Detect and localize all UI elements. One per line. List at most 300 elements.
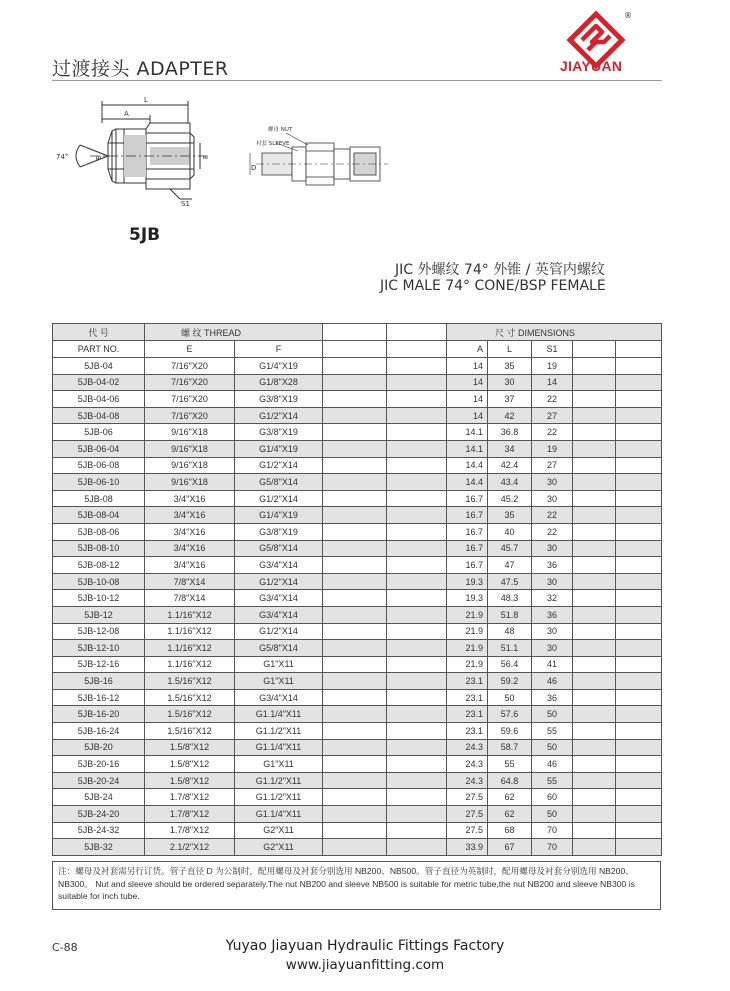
blank-cell <box>387 490 447 507</box>
dim-a-cell: 16.7 <box>447 490 488 507</box>
table-row <box>53 540 662 557</box>
blank-cell <box>573 706 616 723</box>
thread-f-cell: G1/4"X19 <box>235 440 323 457</box>
blank-cell <box>387 557 447 574</box>
table-row <box>53 507 662 524</box>
blank-cell <box>573 623 616 640</box>
dim-l-cell: 35 <box>488 358 532 375</box>
blank-cell <box>323 739 387 756</box>
header-E: E <box>145 341 235 358</box>
dim-s1-cell: 50 <box>532 739 573 756</box>
dim-a-cell: 14.1 <box>447 440 488 457</box>
part-no-cell: 5JB-04-02 <box>53 374 145 391</box>
blank-cell <box>573 673 616 690</box>
thread-f-cell: G3/8"X19 <box>235 424 323 441</box>
dim-a-cell: 24.3 <box>447 739 488 756</box>
dim-s1-cell: 70 <box>532 839 573 856</box>
technical-drawing <box>50 95 390 215</box>
dim-l-cell: 48 <box>488 623 532 640</box>
description-cn: JIC 外螺纹 74° 外锥 / 英管内螺纹 <box>395 262 605 278</box>
blank-cell <box>323 374 387 391</box>
blank-cell <box>573 391 616 408</box>
page-number: C-88 <box>52 941 78 954</box>
thread-f-cell: G1.1/4"X11 <box>235 706 323 723</box>
thread-f-cell: G1/2"X14 <box>235 407 323 424</box>
dim-a-cell: 16.7 <box>447 507 488 524</box>
blank-cell <box>387 723 447 740</box>
blank-cell <box>387 623 447 640</box>
table-row <box>53 407 662 424</box>
dim-label-E: E <box>95 155 103 160</box>
blank-cell <box>323 573 387 590</box>
dim-l-cell: 45.7 <box>488 540 532 557</box>
blank-cell <box>387 640 447 657</box>
dim-a-cell: 14 <box>447 374 488 391</box>
blank-cell <box>323 822 387 839</box>
thread-e-cell: 7/16"X20 <box>145 407 235 424</box>
dim-s1-cell: 46 <box>532 673 573 690</box>
thread-f-cell: G2"X11 <box>235 822 323 839</box>
thread-f-cell: G2"X11 <box>235 839 323 856</box>
thread-e-cell: 1.5/8"X12 <box>145 756 235 773</box>
blank-cell <box>616 507 662 524</box>
registered-mark: ® <box>624 11 632 20</box>
dim-s1-cell: 60 <box>532 789 573 806</box>
part-no-cell: 5JB-08 <box>53 490 145 507</box>
blank-cell <box>323 490 387 507</box>
blank-cell <box>323 590 387 607</box>
dim-s1-cell: 55 <box>532 723 573 740</box>
header-code-cn: 代 号 <box>53 324 145 341</box>
part-no-cell: 5JB-20 <box>53 739 145 756</box>
header-A: A <box>447 341 488 358</box>
part-no-cell: 5JB-20-24 <box>53 772 145 789</box>
part-no-cell: 5JB-16-24 <box>53 723 145 740</box>
header-part-no: PART NO. <box>53 341 145 358</box>
blank-cell <box>616 839 662 856</box>
table-header-row-2 <box>53 341 662 358</box>
table-row <box>53 739 662 756</box>
table-row <box>53 358 662 375</box>
blank-cell <box>323 623 387 640</box>
table-row <box>53 391 662 408</box>
thread-f-cell: G1/2"X14 <box>235 623 323 640</box>
blank-cell <box>616 440 662 457</box>
blank-cell <box>387 756 447 773</box>
dim-a-cell: 21.9 <box>447 623 488 640</box>
table-row <box>53 772 662 789</box>
blank-cell <box>323 457 387 474</box>
blank-cell <box>387 806 447 823</box>
blank-cell <box>573 407 616 424</box>
table-row <box>53 440 662 457</box>
thread-f-cell: G1"X11 <box>235 756 323 773</box>
blank-cell <box>387 440 447 457</box>
thread-f-cell: G1/2"X14 <box>235 573 323 590</box>
blank-cell <box>387 540 447 557</box>
thread-f-cell: G3/4"X14 <box>235 606 323 623</box>
blank-cell <box>573 523 616 540</box>
thread-e-cell: 1.1/16"X12 <box>145 606 235 623</box>
header-divider <box>52 80 662 81</box>
dim-a-cell: 27.5 <box>447 822 488 839</box>
blank-cell <box>323 656 387 673</box>
thread-f-cell: G5/8"X14 <box>235 474 323 491</box>
blank-cell <box>323 772 387 789</box>
blank-cell <box>387 689 447 706</box>
dim-a-cell: 21.9 <box>447 640 488 657</box>
thread-e-cell: 1.5/16"X12 <box>145 723 235 740</box>
dim-s1-cell: 22 <box>532 391 573 408</box>
dim-s1-cell: 70 <box>532 822 573 839</box>
page-title: 过渡接头 ADAPTER <box>52 58 229 80</box>
table-row <box>53 789 662 806</box>
blank-cell <box>387 507 447 524</box>
blank-cell <box>616 822 662 839</box>
dim-s1-cell: 50 <box>532 806 573 823</box>
dim-l-cell: 68 <box>488 822 532 839</box>
dim-a-cell: 27.5 <box>447 806 488 823</box>
blank-cell <box>616 640 662 657</box>
dim-a-cell: 23.1 <box>447 689 488 706</box>
dim-a-cell: 14 <box>447 407 488 424</box>
part-no-cell: 5JB-06-08 <box>53 457 145 474</box>
thread-f-cell: G1.1/4"X11 <box>235 739 323 756</box>
table-row <box>53 590 662 607</box>
description-en: JIC MALE 74° CONE/BSP FEMALE <box>380 278 606 294</box>
dim-l-cell: 42.4 <box>488 457 532 474</box>
dim-l-cell: 59.2 <box>488 673 532 690</box>
blank-cell <box>323 689 387 706</box>
thread-e-cell: 3/4"X16 <box>145 507 235 524</box>
table-row <box>53 656 662 673</box>
thread-f-cell: G1"X11 <box>235 673 323 690</box>
thread-f-cell: G3/4"X14 <box>235 590 323 607</box>
dim-a-cell: 16.7 <box>447 540 488 557</box>
dim-label-L: L <box>144 96 148 104</box>
part-no-cell: 5JB-12-08 <box>53 623 145 640</box>
blank-cell <box>616 457 662 474</box>
blank-cell <box>573 440 616 457</box>
part-no-cell: 5JB-06-10 <box>53 474 145 491</box>
blank-cell <box>323 606 387 623</box>
blank-cell <box>616 573 662 590</box>
blank-cell <box>323 540 387 557</box>
table-row <box>53 756 662 773</box>
blank-cell <box>387 590 447 607</box>
thread-f-cell: G1.1/2"X11 <box>235 772 323 789</box>
part-no-cell: 5JB-12-10 <box>53 640 145 657</box>
dim-a-cell: 27.5 <box>447 789 488 806</box>
dim-a-cell: 21.9 <box>447 656 488 673</box>
blank-cell <box>323 407 387 424</box>
blank-cell <box>323 440 387 457</box>
blank-cell <box>323 424 387 441</box>
blank-cell <box>573 374 616 391</box>
dim-l-cell: 62 <box>488 789 532 806</box>
dim-s1-cell: 30 <box>532 573 573 590</box>
part-no-cell: 5JB-08-10 <box>53 540 145 557</box>
header-dimensions: 尺 寸 DIMENSIONS <box>447 324 662 341</box>
part-no-cell: 5JB-32 <box>53 839 145 856</box>
blank-cell <box>387 407 447 424</box>
dim-l-cell: 40 <box>488 523 532 540</box>
blank-cell <box>573 573 616 590</box>
blank-cell <box>323 673 387 690</box>
blank-cell <box>573 839 616 856</box>
table-row <box>53 640 662 657</box>
blank-cell <box>573 772 616 789</box>
thread-f-cell: G1/8"X28 <box>235 374 323 391</box>
blank-cell <box>387 391 447 408</box>
blank-cell <box>573 457 616 474</box>
thread-f-cell: G1/4"X19 <box>235 358 323 375</box>
blank-cell <box>573 424 616 441</box>
thread-f-cell: G1.1/4"X11 <box>235 806 323 823</box>
part-no-cell: 5JB-08-04 <box>53 507 145 524</box>
table-row <box>53 573 662 590</box>
blank-cell <box>323 507 387 524</box>
thread-e-cell: 1.1/16"X12 <box>145 640 235 657</box>
thread-f-cell: G5/8"X14 <box>235 540 323 557</box>
dim-l-cell: 51.8 <box>488 606 532 623</box>
thread-f-cell: G3/4"X14 <box>235 557 323 574</box>
blank-cell <box>573 640 616 657</box>
dim-l-cell: 57.6 <box>488 706 532 723</box>
blank-cell <box>616 590 662 607</box>
dim-a-cell: 19.3 <box>447 573 488 590</box>
dim-s1-cell: 14 <box>532 374 573 391</box>
blank-cell <box>323 723 387 740</box>
blank-cell <box>387 358 447 375</box>
dim-s1-cell: 30 <box>532 474 573 491</box>
thread-e-cell: 1.5/16"X12 <box>145 673 235 690</box>
thread-e-cell: 3/4"X16 <box>145 557 235 574</box>
dim-s1-cell: 41 <box>532 656 573 673</box>
table-row <box>53 474 662 491</box>
dim-a-cell: 24.3 <box>447 772 488 789</box>
blank-cell <box>616 789 662 806</box>
dim-a-cell: 14 <box>447 391 488 408</box>
thread-e-cell: 1.5/16"X12 <box>145 689 235 706</box>
company-name: Yuyao Jiayuan Hydraulic Fittings Factory <box>225 938 505 954</box>
blank-cell <box>573 490 616 507</box>
table-row <box>53 606 662 623</box>
blank-cell <box>573 606 616 623</box>
blank-cell <box>387 789 447 806</box>
dim-a-cell: 14.1 <box>447 424 488 441</box>
dim-l-cell: 42 <box>488 407 532 424</box>
blank-cell <box>573 789 616 806</box>
table-row <box>53 689 662 706</box>
dim-a-cell: 16.7 <box>447 557 488 574</box>
blank-cell <box>387 457 447 474</box>
thread-e-cell: 1.1/16"X12 <box>145 623 235 640</box>
part-no-cell: 5JB-24-32 <box>53 822 145 839</box>
dim-label-A: A <box>124 110 129 118</box>
header-S1: S1 <box>532 341 573 358</box>
blank-cell <box>573 756 616 773</box>
table-row <box>53 457 662 474</box>
dim-a-cell: 19.3 <box>447 590 488 607</box>
part-no-cell: 5JB-12 <box>53 606 145 623</box>
blank-cell <box>323 523 387 540</box>
dim-a-cell: 16.7 <box>447 523 488 540</box>
blank-cell <box>616 739 662 756</box>
thread-f-cell: G1"X11 <box>235 656 323 673</box>
header-F: F <box>235 341 323 358</box>
dim-l-cell: 56.4 <box>488 656 532 673</box>
blank-cell <box>387 424 447 441</box>
thread-f-cell: G3/8"X19 <box>235 523 323 540</box>
blank-cell <box>573 557 616 574</box>
blank-cell <box>387 606 447 623</box>
thread-e-cell: 7/16"X20 <box>145 358 235 375</box>
part-no-cell: 5JB-04-06 <box>53 391 145 408</box>
dim-l-cell: 45.2 <box>488 490 532 507</box>
blank-cell <box>387 739 447 756</box>
blank-cell <box>387 573 447 590</box>
part-no-cell: 5JB-10-08 <box>53 573 145 590</box>
table-row <box>53 822 662 839</box>
thread-e-cell: 7/16"X20 <box>145 391 235 408</box>
blank-cell <box>616 689 662 706</box>
nut-label: 螺母 NUT <box>268 127 293 133</box>
blank-cell <box>323 391 387 408</box>
table-row <box>53 623 662 640</box>
table-row <box>53 523 662 540</box>
dim-l-cell: 47.5 <box>488 573 532 590</box>
blank-cell <box>616 374 662 391</box>
blank-cell <box>616 723 662 740</box>
dim-l-cell: 51.1 <box>488 640 532 657</box>
table-row <box>53 557 662 574</box>
blank-cell <box>387 673 447 690</box>
thread-e-cell: 9/16"X18 <box>145 424 235 441</box>
dim-s1-cell: 19 <box>532 358 573 375</box>
thread-e-cell: 1.7/8"X12 <box>145 822 235 839</box>
thread-e-cell: 9/16"X18 <box>145 474 235 491</box>
blank-cell <box>323 474 387 491</box>
blank-cell <box>616 540 662 557</box>
dim-l-cell: 50 <box>488 689 532 706</box>
dim-s1-cell: 30 <box>532 623 573 640</box>
dim-label-angle: 74° <box>56 153 69 161</box>
blank-cell <box>323 557 387 574</box>
thread-e-cell: 3/4"X16 <box>145 490 235 507</box>
dim-a-cell: 21.9 <box>447 606 488 623</box>
dim-s1-cell: 22 <box>532 424 573 441</box>
thread-f-cell: G1.1/2"X11 <box>235 789 323 806</box>
dim-s1-cell: 27 <box>532 407 573 424</box>
dim-a-cell: 33.9 <box>447 839 488 856</box>
dim-l-cell: 59.6 <box>488 723 532 740</box>
dim-a-cell: 14.4 <box>447 457 488 474</box>
dim-l-cell: 58.7 <box>488 739 532 756</box>
blank-cell <box>616 806 662 823</box>
thread-e-cell: 1.5/8"X12 <box>145 772 235 789</box>
table-row <box>53 424 662 441</box>
blank-cell <box>573 723 616 740</box>
dim-a-cell: 14 <box>447 358 488 375</box>
blank-cell <box>573 474 616 491</box>
dim-a-cell: 23.1 <box>447 723 488 740</box>
blank-cell <box>387 474 447 491</box>
thread-e-cell: 2.1/2"X12 <box>145 839 235 856</box>
dim-l-cell: 47 <box>488 557 532 574</box>
blank-cell <box>616 391 662 408</box>
blank-cell <box>616 557 662 574</box>
dim-l-cell: 67 <box>488 839 532 856</box>
thread-e-cell: 3/4"X16 <box>145 523 235 540</box>
dim-a-cell: 23.1 <box>447 706 488 723</box>
blank-cell <box>323 706 387 723</box>
blank-cell <box>616 474 662 491</box>
blank-cell <box>616 772 662 789</box>
thread-e-cell: 1.7/8"X12 <box>145 789 235 806</box>
blank-cell <box>616 407 662 424</box>
table-row <box>53 490 662 507</box>
dim-s1-cell: 22 <box>532 507 573 524</box>
table-row <box>53 723 662 740</box>
table-header-row-1 <box>53 324 662 341</box>
dim-l-cell: 48.3 <box>488 590 532 607</box>
dim-l-cell: 30 <box>488 374 532 391</box>
blank-cell <box>573 507 616 524</box>
table-row <box>53 374 662 391</box>
header-L: L <box>488 341 532 358</box>
table-row <box>53 806 662 823</box>
thread-e-cell: 1.7/8"X12 <box>145 806 235 823</box>
blank-cell <box>616 490 662 507</box>
blank-cell <box>387 523 447 540</box>
dim-label-F: F <box>202 154 210 159</box>
blank-cell <box>616 606 662 623</box>
thread-f-cell: G1/2"X14 <box>235 490 323 507</box>
dim-l-cell: 62 <box>488 806 532 823</box>
company-website: www.jiayuanfitting.com <box>285 957 445 973</box>
blank-cell <box>323 806 387 823</box>
dim-s1-cell: 36 <box>532 557 573 574</box>
part-no-cell: 5JB-16 <box>53 673 145 690</box>
dim-label-S1: S1 <box>181 200 190 208</box>
thread-e-cell: 1.5/8"X12 <box>145 739 235 756</box>
blank-cell <box>323 640 387 657</box>
blank-cell <box>387 839 447 856</box>
brand-name: JIAYUAN <box>560 58 623 74</box>
blank-cell <box>616 623 662 640</box>
thread-f-cell: G5/8"X14 <box>235 640 323 657</box>
blank-cell <box>323 358 387 375</box>
table-row <box>53 839 662 856</box>
dim-s1-cell: 55 <box>532 772 573 789</box>
blank-cell <box>573 689 616 706</box>
thread-f-cell: G3/4"X14 <box>235 689 323 706</box>
dim-s1-cell: 36 <box>532 689 573 706</box>
dim-s1-cell: 27 <box>532 457 573 474</box>
dim-a-cell: 23.1 <box>447 673 488 690</box>
blank-cell <box>387 374 447 391</box>
dim-l-cell: 55 <box>488 756 532 773</box>
dim-l-cell: 37 <box>488 391 532 408</box>
blank-cell <box>616 656 662 673</box>
thread-f-cell: G1/4"X19 <box>235 507 323 524</box>
blank-cell <box>616 673 662 690</box>
thread-e-cell: 7/8"X14 <box>145 573 235 590</box>
blank-cell <box>323 839 387 856</box>
blank-cell <box>573 739 616 756</box>
dim-l-cell: 64.8 <box>488 772 532 789</box>
